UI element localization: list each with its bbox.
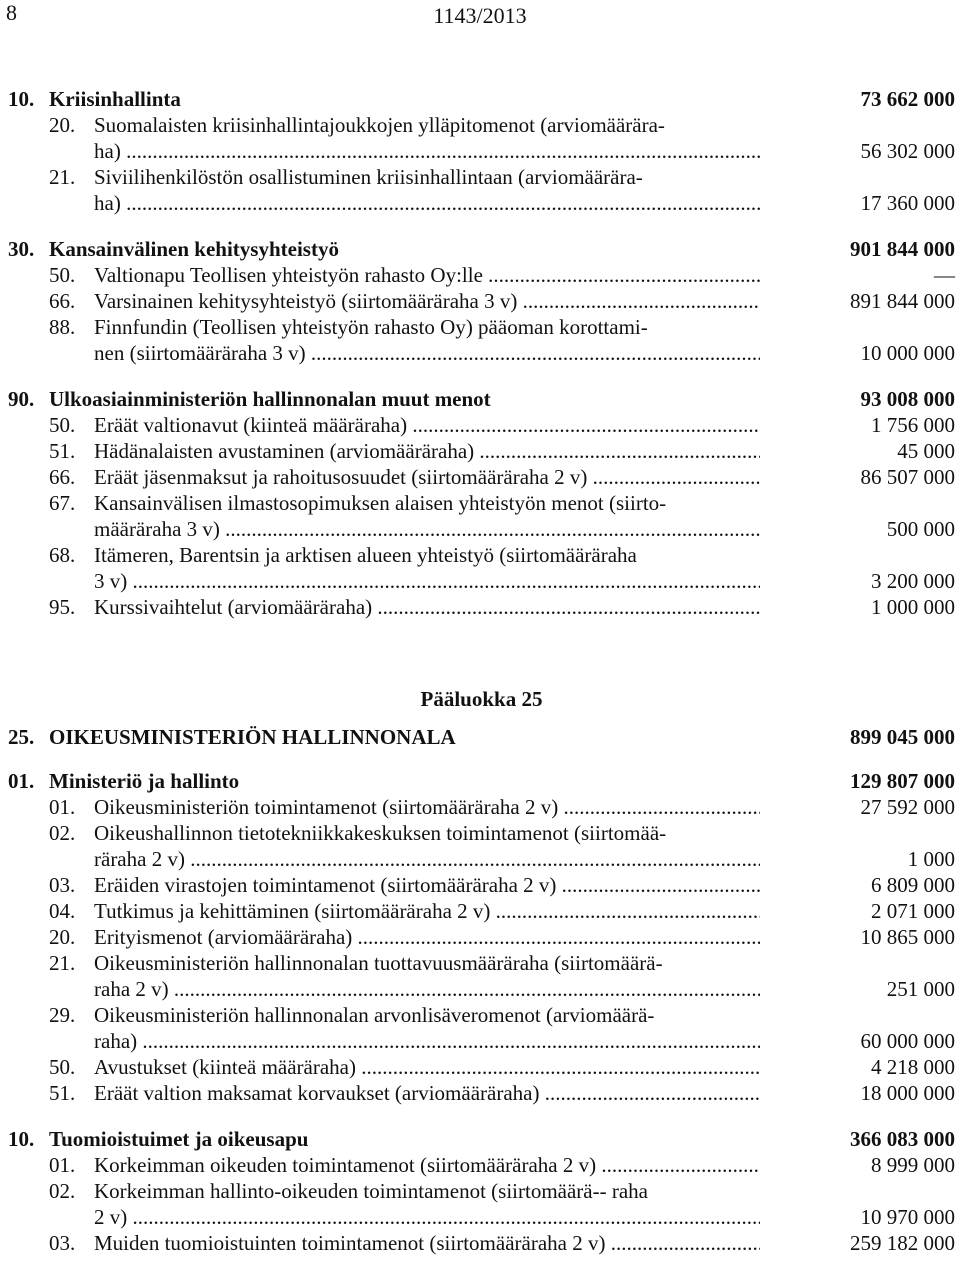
item-amount: 1 756 000	[871, 413, 955, 437]
item-amount: 45 000	[897, 439, 955, 463]
item-number: 03.	[49, 873, 76, 897]
item-number: 50.	[49, 413, 76, 437]
group-title-row	[8, 1126, 955, 1152]
group-amount: 129 807 000	[850, 769, 955, 793]
item-description: 2 v) .....	[94, 1204, 760, 1230]
group-title: Kansainvälinen kehitysyhteistyö	[49, 237, 339, 261]
group-number: 10.	[8, 1127, 35, 1151]
item-description: raha) .....	[94, 1028, 760, 1054]
item-amount: 27 592 000	[860, 795, 955, 819]
item-number: 29.	[49, 1003, 76, 1027]
item-number: 66.	[49, 289, 76, 313]
group-amount: 73 662 000	[860, 87, 955, 111]
item-description: Korkeimman hallinto-oikeuden toimintamenot (siirtomäärä-- raha	[94, 1179, 648, 1203]
item-description: Oikeusministeriön hallinnonalan tuottavuusmääräraha (siirtomäärä-	[94, 951, 663, 975]
budget-part-2	[8, 768, 955, 1256]
line-item-row	[8, 820, 955, 846]
item-amount: 10 970 000	[860, 1205, 955, 1229]
line-item-row	[8, 1054, 955, 1080]
line-item-row	[8, 438, 955, 464]
item-number: 88.	[49, 315, 76, 339]
line-item-row	[8, 794, 955, 820]
item-description: Valtionapu Teollisen yhteistyön rahasto Oy:lle .....	[94, 262, 760, 288]
budget-content	[8, 86, 955, 1256]
line-item-row	[8, 1080, 955, 1106]
item-amount: —	[934, 263, 955, 287]
line-item-row	[8, 594, 955, 620]
line-item-row	[8, 1204, 955, 1230]
item-description: Eräät jäsenmaksut ja rahoitusosuudet (siirtomääräraha 2 v) .....	[94, 464, 760, 490]
item-description: Itämeren, Barentsin ja arktisen alueen yhteistyö (siirtomääräraha	[94, 543, 637, 567]
item-amount: 1 000	[907, 847, 955, 871]
line-item-row	[8, 340, 955, 366]
main-title-number: 25.	[8, 725, 35, 749]
line-item-row	[8, 1230, 955, 1256]
item-amount: 10 000 000	[860, 341, 955, 365]
item-description: Eräiden virastojen toimintamenot (siirtomääräraha 2 v) .....	[94, 872, 760, 898]
line-item-row	[8, 490, 955, 516]
item-description: Eräät valtionavut (kiinteä määräraha) .....	[94, 412, 760, 438]
budget-group	[8, 386, 955, 620]
item-amount: 86 507 000	[860, 465, 955, 489]
line-item-row	[8, 898, 955, 924]
item-amount: 3 200 000	[871, 569, 955, 593]
budget-group	[8, 768, 955, 1106]
budget-group	[8, 86, 955, 216]
line-item-row	[8, 950, 955, 976]
main-title-text: OIKEUSMINISTERIÖN HALLINNONALA	[49, 725, 456, 749]
section-heading: Pääluokka 25	[420, 687, 543, 711]
item-description: Suomalaisten kriisinhallintajoukkojen ylläpitomenot (arviomäärära-	[94, 113, 665, 137]
item-description: Oikeusministeriön toimintamenot (siirtomääräraha 2 v) .....	[94, 794, 760, 820]
item-amount: 60 000 000	[860, 1029, 955, 1053]
item-number: 68.	[49, 543, 76, 567]
line-item-row	[8, 1178, 955, 1204]
item-number: 01.	[49, 795, 76, 819]
item-description: Erityismenot (arviomääräraha) .....	[94, 924, 760, 950]
item-number: 04.	[49, 899, 76, 923]
line-item-row	[8, 872, 955, 898]
item-description: 3 v) .....	[94, 568, 760, 594]
group-title-row	[8, 236, 955, 262]
item-amount: 251 000	[886, 977, 955, 1001]
budget-part-1	[8, 86, 955, 620]
line-item-row	[8, 288, 955, 314]
group-number: 30.	[8, 237, 35, 261]
item-description: Hädänalaisten avustaminen (arviomääräraha) .....	[94, 438, 760, 464]
group-title: Kriisinhallinta	[49, 87, 181, 111]
line-item-row	[8, 516, 955, 542]
line-item-row	[8, 924, 955, 950]
item-number: 03.	[49, 1231, 76, 1255]
item-description: ha) .....	[94, 138, 760, 164]
item-description: Muiden tuomioistuinten toimintamenot (siirtomääräraha 2 v) .....	[94, 1230, 760, 1256]
main-title-row	[8, 724, 955, 750]
group-number: 90.	[8, 387, 35, 411]
budget-group	[8, 1126, 955, 1256]
item-number: 01.	[49, 1153, 76, 1177]
line-item-row	[8, 138, 955, 164]
item-amount: 4 218 000	[871, 1055, 955, 1079]
item-amount: 2 071 000	[871, 899, 955, 923]
line-item-row	[8, 262, 955, 288]
item-number: 51.	[49, 1081, 76, 1105]
document-reference: 1143/2013	[433, 3, 527, 28]
line-item-row	[8, 846, 955, 872]
item-description: Finnfundin (Teollisen yhteistyön rahasto Oy) pääoman korottami-	[94, 315, 648, 339]
item-number: 50.	[49, 1055, 76, 1079]
item-amount: 18 000 000	[860, 1081, 955, 1105]
item-description: Varsinainen kehitysyhteistyö (siirtomääräraha 3 v) .....	[94, 288, 760, 314]
group-amount: 901 844 000	[850, 237, 955, 261]
item-amount: 17 360 000	[860, 191, 955, 215]
item-number: 20.	[49, 925, 76, 949]
item-number: 66.	[49, 465, 76, 489]
item-description: raha 2 v) .....	[94, 976, 760, 1002]
item-description: Oikeusministeriön hallinnonalan arvonlisäveromenot (arviomäärä-	[94, 1003, 655, 1027]
line-item-row	[8, 976, 955, 1002]
item-number: 67.	[49, 491, 76, 515]
line-item-row	[8, 1152, 955, 1178]
item-amount: 8 999 000	[871, 1153, 955, 1177]
item-number: 02.	[49, 821, 76, 845]
item-amount: 891 844 000	[850, 289, 955, 313]
group-title-row	[8, 768, 955, 794]
item-description: ha) .....	[94, 190, 760, 216]
group-number: 01.	[8, 769, 35, 793]
group-title: Tuomioistuimet ja oikeusapu	[49, 1127, 309, 1151]
item-amount: 500 000	[886, 517, 955, 541]
group-number: 10.	[8, 87, 35, 111]
item-number: 51.	[49, 439, 76, 463]
line-item-row	[8, 542, 955, 568]
item-description: räraha 2 v) .....	[94, 846, 760, 872]
item-amount: 1 000 000	[871, 595, 955, 619]
item-amount: 10 865 000	[860, 925, 955, 949]
line-item-row	[8, 112, 955, 138]
item-number: 02.	[49, 1179, 76, 1203]
item-number: 50.	[49, 263, 76, 287]
item-description: nen (siirtomääräraha 3 v) .....	[94, 340, 760, 366]
item-description: Korkeimman oikeuden toimintamenot (siirtomääräraha 2 v) .....	[94, 1152, 760, 1178]
item-description: Kurssivaihtelut (arviomääräraha) .....	[94, 594, 760, 620]
group-title-row	[8, 86, 955, 112]
line-item-row	[8, 464, 955, 490]
group-amount: 366 083 000	[850, 1127, 955, 1151]
item-number: 20.	[49, 113, 76, 137]
item-description: Siviilihenkilöstön osallistuminen kriisinhallintaan (arviomäärära-	[94, 165, 643, 189]
item-description: Kansainvälisen ilmastosopimuksen alaisen yhteistyön menot (siirto-	[94, 491, 667, 515]
line-item-row	[8, 164, 955, 190]
group-title: Ulkoasiainministeriön hallinnonalan muut menot	[49, 387, 491, 411]
item-amount: 56 302 000	[860, 139, 955, 163]
item-number: 21.	[49, 951, 76, 975]
item-description: Eräät valtion maksamat korvaukset (arviomääräraha) .....	[94, 1080, 760, 1106]
group-amount: 93 008 000	[860, 387, 955, 411]
main-title-amount: 899 045 000	[850, 725, 955, 749]
line-item-row	[8, 412, 955, 438]
budget-group	[8, 236, 955, 366]
item-number: 95.	[49, 595, 76, 619]
group-title: Ministeriö ja hallinto	[49, 769, 240, 793]
line-item-row	[8, 190, 955, 216]
line-item-row	[8, 568, 955, 594]
item-description: määräraha 3 v) .....	[94, 516, 760, 542]
item-description: Avustukset (kiinteä määräraha) .....	[94, 1054, 760, 1080]
page-number: 8	[6, 0, 17, 25]
item-amount: 6 809 000	[871, 873, 955, 897]
item-description: Tutkimus ja kehittäminen (siirtomääräraha 2 v) .....	[94, 898, 760, 924]
line-item-row	[8, 314, 955, 340]
item-description: Oikeushallinnon tietotekniikkakeskuksen toimintamenot (siirtomää-	[94, 821, 667, 845]
item-number: 21.	[49, 165, 76, 189]
item-amount: 259 182 000	[850, 1231, 955, 1255]
group-title-row	[8, 386, 955, 412]
line-item-row	[8, 1028, 955, 1054]
line-item-row	[8, 1002, 955, 1028]
